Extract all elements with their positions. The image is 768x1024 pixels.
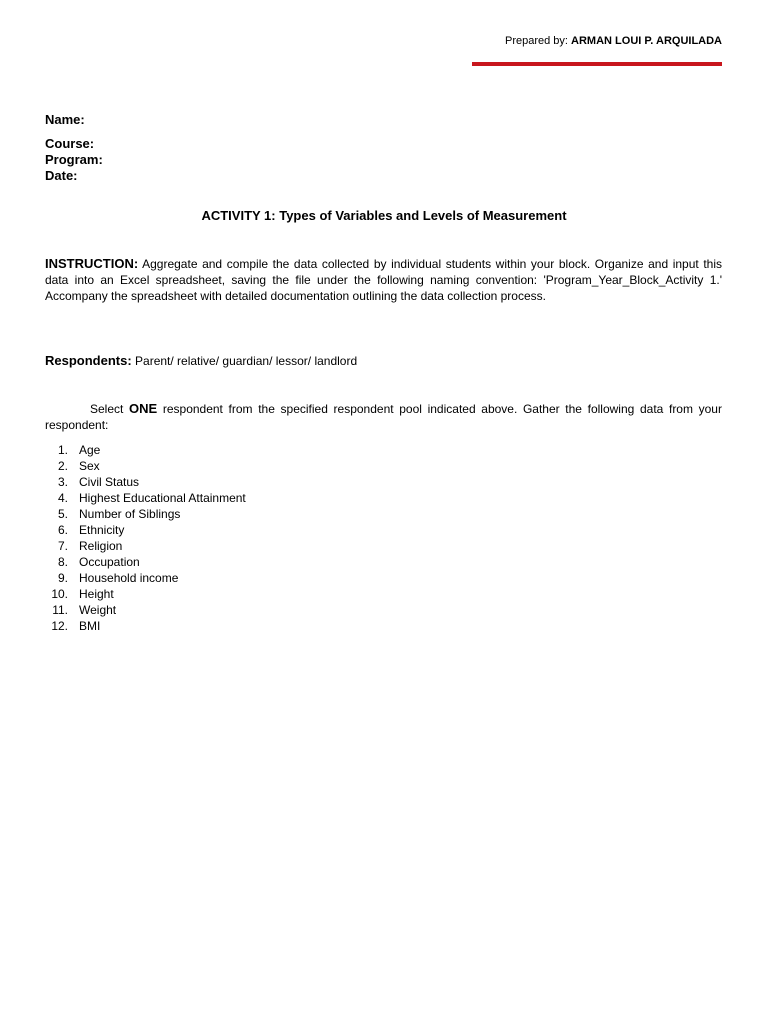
name-field-label: Name: bbox=[45, 112, 85, 127]
select-text-after: respondent from the specified respondent pool indicated above. Gather the following data from your respondent: bbox=[45, 402, 722, 432]
list-item-label: Civil Status bbox=[79, 475, 140, 489]
list-item bbox=[45, 442, 246, 458]
list-item bbox=[45, 522, 246, 538]
date-field-label: Date: bbox=[45, 168, 78, 183]
list-item-number: 1. bbox=[57, 443, 68, 457]
list-item-label: Number of Siblings bbox=[79, 507, 181, 521]
list-item-number: 5. bbox=[57, 507, 68, 521]
data-items-list bbox=[45, 442, 246, 634]
list-item-label: Sex bbox=[79, 459, 100, 473]
list-item bbox=[45, 586, 246, 602]
prepared-by-label: Prepared by: bbox=[505, 35, 568, 47]
list-item-number: 6. bbox=[57, 523, 68, 537]
respondents-label: Respondents: bbox=[45, 353, 132, 368]
list-item bbox=[45, 458, 246, 474]
activity-title: ACTIVITY 1: Types of Variables and Levels of Measurement bbox=[201, 208, 567, 223]
program-field-label: Program: bbox=[45, 152, 103, 167]
list-item-number: 7. bbox=[57, 539, 68, 553]
list-item-label: Religion bbox=[79, 539, 123, 553]
list-item-number: 12. bbox=[51, 619, 68, 633]
instruction-text: Aggregate and compile the data collected by individual students within your block. Organize and input this data into an Excel spreadsheet, saving the file under the following naming convention: 'Program_Year_Block_Activity 1.' Accompany the spreadsheet with detailed documentation outlining the data collection process. bbox=[45, 257, 722, 303]
list-item-label: Household income bbox=[79, 571, 179, 585]
list-item bbox=[45, 474, 246, 490]
list-item-number: 8. bbox=[57, 555, 68, 569]
header-divider bbox=[472, 62, 722, 66]
list-item-number: 9. bbox=[57, 571, 68, 585]
list-item bbox=[45, 570, 246, 586]
author-name: ARMAN LOUI P. ARQUILADA bbox=[571, 35, 722, 47]
list-item bbox=[45, 618, 246, 634]
course-field-label: Course: bbox=[45, 136, 95, 151]
list-item bbox=[45, 538, 246, 554]
select-text-before: Select bbox=[90, 402, 124, 416]
respondents-text: Parent/ relative/ guardian/ lessor/ landlord bbox=[135, 354, 358, 368]
list-item bbox=[45, 506, 246, 522]
list-item-label: Ethnicity bbox=[79, 523, 125, 537]
list-item-number: 11. bbox=[52, 603, 68, 617]
list-item-number: 3. bbox=[57, 475, 68, 489]
select-respondent-paragraph bbox=[45, 401, 722, 433]
list-item bbox=[45, 490, 246, 506]
select-emphasis: ONE bbox=[129, 401, 158, 416]
list-item-label: Height bbox=[79, 587, 114, 601]
respondents-line bbox=[45, 353, 357, 368]
list-item-number: 10. bbox=[51, 587, 68, 601]
instruction-label: INSTRUCTION: bbox=[45, 256, 139, 271]
list-item-label: Highest Educational Attainment bbox=[79, 491, 246, 505]
prepared-by bbox=[505, 35, 722, 47]
list-item bbox=[45, 602, 246, 618]
list-item-number: 4. bbox=[57, 491, 68, 505]
list-item-number: 2. bbox=[57, 459, 68, 473]
list-item-label: Age bbox=[79, 443, 101, 457]
list-item-label: BMI bbox=[79, 619, 101, 633]
list-item-label: Weight bbox=[79, 603, 117, 617]
list-item-label: Occupation bbox=[79, 555, 140, 569]
list-item bbox=[45, 554, 246, 570]
instruction-paragraph bbox=[45, 256, 722, 304]
